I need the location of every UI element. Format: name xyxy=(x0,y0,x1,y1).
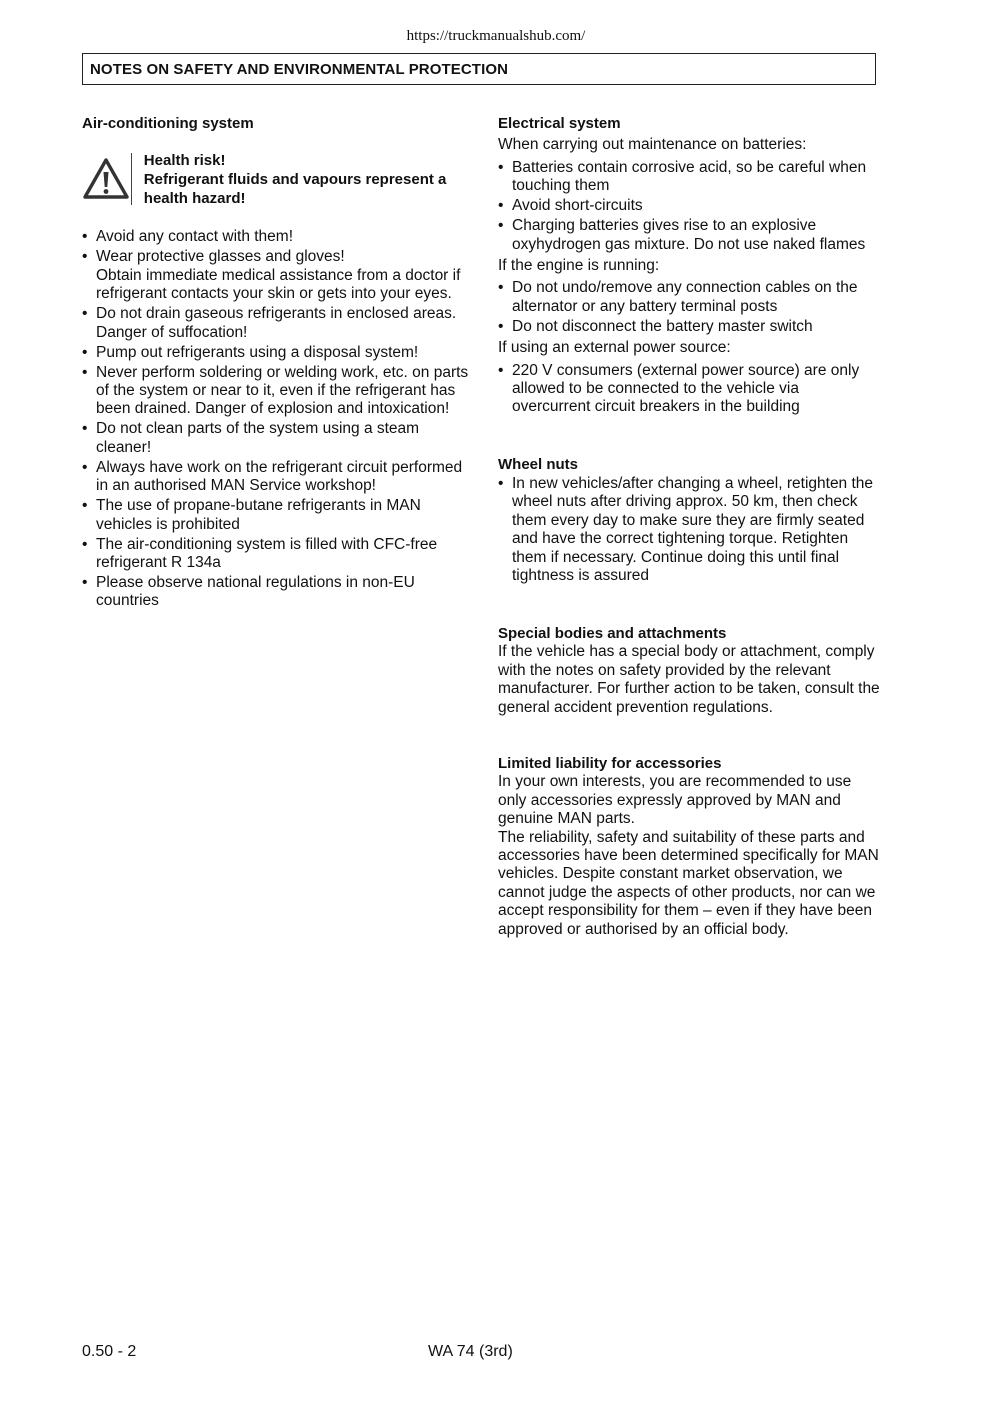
wheel-nuts-heading: Wheel nuts xyxy=(498,456,579,474)
list-item: • Do not clean parts of the system using a steam cleaner! xyxy=(82,420,472,457)
list-item: • Avoid short-circuits xyxy=(498,197,880,215)
list-item: • Do not undo/remove any connection cables on the alternator or any battery terminal posts xyxy=(498,279,880,316)
document-code: WA 74 (3rd) xyxy=(428,1343,513,1360)
aircon-heading: Air-conditioning system xyxy=(82,115,254,132)
warning-divider xyxy=(131,153,132,205)
list-item: • Please observe national regulations in non-EU countries xyxy=(82,574,472,611)
list-item: • 220 V consumers (external power source) are only allowed to be connected to the vehicle via overcurrent circuit breakers in the building xyxy=(498,362,880,417)
list-item: • Avoid any contact with them! xyxy=(82,228,472,246)
list-item: • Never perform soldering or welding work, etc. on parts of the system or near to it, even if the refrigerant has been drained. Danger of explosion and intoxication! xyxy=(82,364,472,419)
special-bodies-heading: Special bodies and attachments xyxy=(498,624,727,642)
liability-text-1: In your own interests, you are recommended to use only accessories expressly approved by MAN and genuine MAN parts. xyxy=(498,773,852,828)
list-item: • The use of propane-butane refrigerants in MAN vehicles is prohibited xyxy=(82,497,472,534)
external-bullet-list xyxy=(498,362,880,417)
warning-triangle-icon xyxy=(82,153,130,205)
electrical-intro-batteries: When carrying out maintenance on batteries: xyxy=(498,136,807,154)
liability-heading: Limited liability for accessories xyxy=(498,754,722,772)
list-item: • Wear protective glasses and gloves! Obtain immediate medical assistance from a doctor if refrigerant contacts your skin or gets into your eyes. xyxy=(82,248,472,303)
engine-bullet-list xyxy=(498,279,880,336)
warning-text xyxy=(144,151,472,208)
aircon-bullet-list xyxy=(82,228,472,610)
list-item: • Charging batteries gives rise to an explosive oxyhydrogen gas mixture. Do not use naked flames xyxy=(498,217,880,254)
wheel-bullet-list xyxy=(498,475,880,585)
list-item: • The air-conditioning system is filled with CFC-free refrigerant R 134a xyxy=(82,536,472,573)
list-item: • Do not drain gaseous refrigerants in enclosed areas. Danger of suffocation! xyxy=(82,305,472,342)
battery-bullet-list xyxy=(498,159,880,254)
section-title-box xyxy=(82,53,876,85)
electrical-intro-engine: If the engine is running: xyxy=(498,257,660,275)
list-item: • Do not disconnect the battery master switch xyxy=(498,318,880,336)
page-number: 0.50 - 2 xyxy=(82,1343,137,1360)
right-column xyxy=(498,115,880,939)
source-url[interactable]: https://truckmanualshub.com/ xyxy=(406,28,586,44)
warning-line-1: Health risk! xyxy=(143,152,226,170)
health-warning xyxy=(82,153,472,208)
section-title: NOTES ON SAFETY AND ENVIRONMENTAL PROTECTION xyxy=(90,60,509,78)
list-item: • Pump out refrigerants using a disposal system! xyxy=(82,344,472,362)
list-item: • In new vehicles/after changing a wheel, retighten the wheel nuts after driving approx. 50 km, then check them every day to make sure they are firmly seated and have the correct tightening torque. Retighten them if necessary. Continue doing this until final tightness is assured xyxy=(498,475,880,585)
list-item: • Batteries contain corrosive acid, so be careful when touching them xyxy=(498,159,880,196)
list-item: • Always have work on the refrigerant circuit performed in an authorised MAN Service workshop! xyxy=(82,459,472,496)
left-column xyxy=(82,115,472,612)
liability-text-2: The reliability, safety and suitability of these parts and accessories have been determined specifically for MAN vehicles. Despite constant market observation, we cannot judge the aspects of other products, nor can we accept responsibility for them – even if they have been approved or authorised by an official body. xyxy=(498,828,879,938)
electrical-intro-external: If using an external power source: xyxy=(498,339,731,357)
special-bodies-text: If the vehicle has a special body or attachment, comply with the notes on safety provided by the relevant manufacturer. For further action to be taken, consult the general accident prevention regulations. xyxy=(498,643,880,716)
warning-line-2: Refrigerant fluids and vapours represent a health hazard! xyxy=(143,171,447,208)
electrical-heading: Electrical system xyxy=(498,115,621,132)
